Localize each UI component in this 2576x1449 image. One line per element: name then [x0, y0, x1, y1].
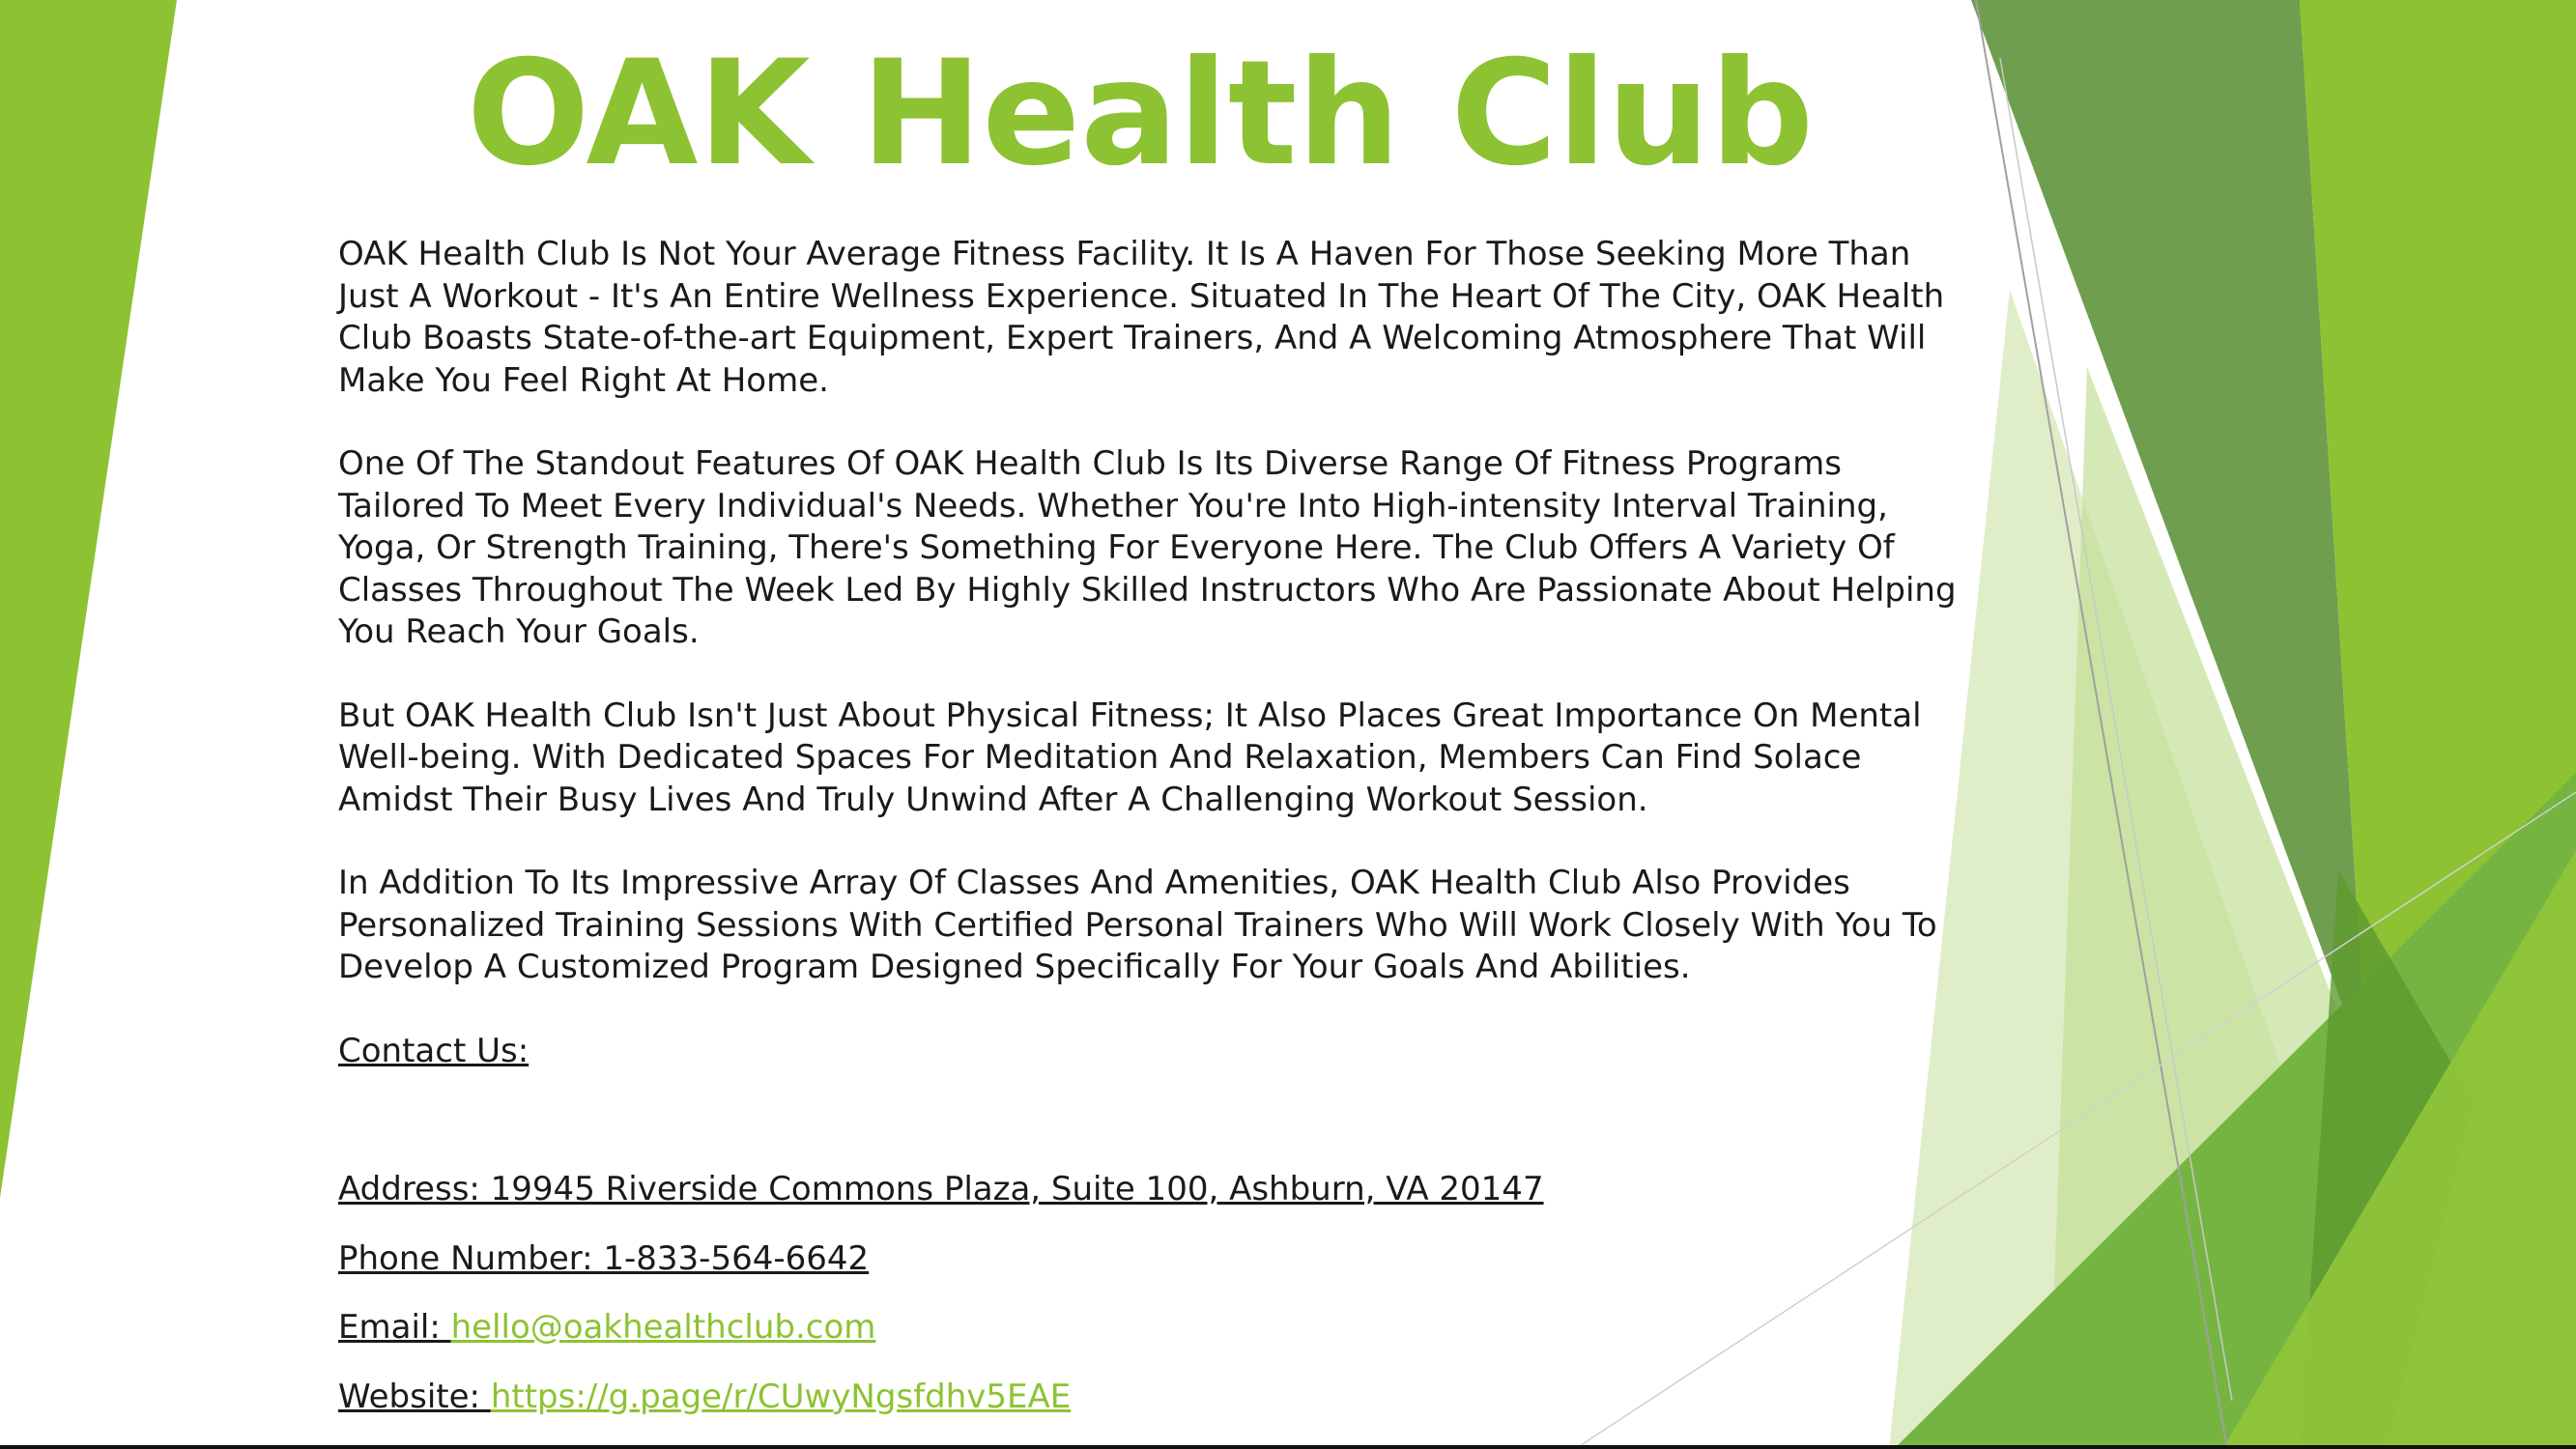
phone-line: Phone Number: 1-833-564-6642 — [338, 1238, 870, 1278]
contact-heading: Contact Us: — [338, 1031, 530, 1070]
paragraph-intro: OAK Health Club Is Not Your Average Fitness Facility. It Is A Haven For Those Seeking More Than Just A Workout - It's An Entire Wellness Experience. Situated In The Heart Of The City, OAK Health Club Boasts State-of-the-art Equipment, Expert Trainers, And A Welcoming Atmosphere That Will Make You Feel Right At Home. — [338, 235, 1945, 400]
website-label: Website: — [338, 1377, 491, 1416]
email-link[interactable]: hello@oakhealthclub.com — [450, 1308, 876, 1347]
paragraph-training: In Addition To Its Impressive Array Of Classes And Amenities, OAK Health Club Also Provides Personalized Training Sessions With Certified Personal Trainers Who Will Work Closely With You To Develop A Customized Program Designed Specifically For Your Goals And Abilities. — [338, 864, 1937, 986]
address-line: Address: 19945 Riverside Commons Plaza, Suite 100, Ashburn, VA 20147 — [338, 1170, 1544, 1208]
website-link[interactable]: https://g.page/r/CUwyNgsfdhv5EAE — [490, 1377, 1072, 1416]
email-line — [338, 1307, 1961, 1350]
email-label: Email: — [338, 1308, 451, 1347]
slide-body — [338, 234, 1961, 1445]
slide-title: OAK Health Club — [466, 30, 1815, 198]
paragraph-programs: One Of The Standout Features Of OAK Health Club Is Its Diverse Range Of Fitness Programs Tailored To Meet Every Individual's Needs. Whether You're Into High-intensity Interval Training, Yoga, Or Strength Training, There's Something For Everyone Here. The Club Offers A Variety Of Classes Throughout The Week Led By Highly Skilled Instructors Who Are Passionate About Helping You Reach Your Goals. — [338, 444, 1957, 651]
paragraph-wellbeing: But OAK Health Club Isn't Just About Physical Fitness; It Also Places Great Importance On Mental Well-being. With Dedicated Spaces For Meditation And Relaxation, Members Can Find Solace Amidst Their Busy Lives And Truly Unwind After A Challenging Workout Session. — [338, 696, 1922, 819]
website-line — [338, 1377, 1961, 1419]
bottom-border — [0, 1445, 2576, 1449]
